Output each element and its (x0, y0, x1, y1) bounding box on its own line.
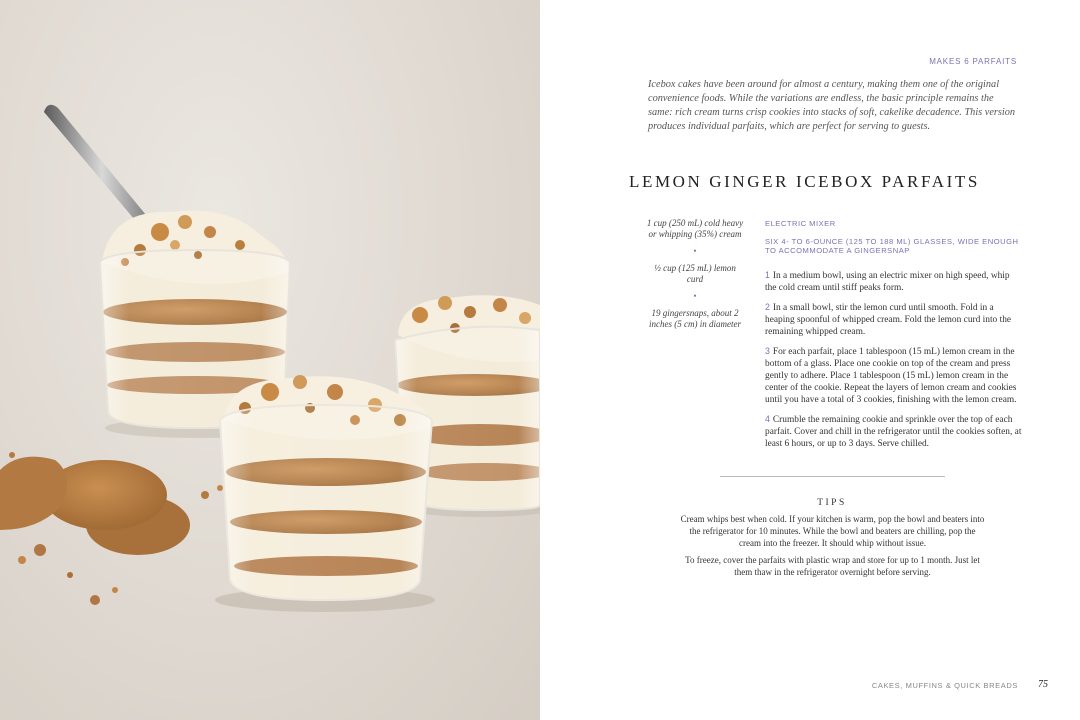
ingredient-separator: • (693, 246, 697, 256)
tip-item: Cream whips best when cold. If your kitchen is warm, pop the bowl and beaters into the refrigerator for 10 minutes. While the bowl and beaters are chilling, pop the cream into the freezer. It should whip without issue. (680, 514, 985, 548)
equipment-item: ELECTRIC MIXER (765, 219, 836, 228)
recipe-intro: Icebox cakes have been around for almost a century, making them one of the original convenience foods. While the variations are endless, the basic principle remains the same: rich cream turns crisp cookies into stacks of soft, cakelike decadence. This version produces individual parfaits, which are perfect for serving to guests. (648, 79, 1016, 132)
method-steps (765, 269, 1023, 457)
tips-list (680, 514, 985, 585)
step-number: 3 (765, 346, 770, 356)
loose-gingersnaps (0, 452, 223, 605)
tips-heading: TIPS (817, 498, 847, 508)
recipe-title: LEMON GINGER ICEBOX PARFAITS (629, 172, 980, 191)
step-text: In a medium bowl, using an electric mixer on high speed, whip the cold cream until stiff peaks form. (765, 271, 1010, 293)
method-step (765, 413, 1023, 450)
step-number: 2 (765, 302, 770, 312)
step-text: For each parfait, place 1 tablespoon (15 mL) lemon cream in the bottom of a glass. Place one cookie on top of the cream and press gently to adhere. Place 1 tablespoon (15 mL) lemon cream in the center of the cookie. Repeat the layers of lemon cream and cookies until you have a total of 3 cookies, finishing with the lemon cream. (765, 347, 1017, 405)
ingredient-item: ½ cup (125 mL) lemon curd (654, 263, 736, 284)
parfait-front (220, 375, 432, 600)
method-step (765, 345, 1023, 406)
step-number: 4 (765, 414, 770, 424)
method-step (765, 269, 1023, 294)
section-divider (720, 476, 945, 477)
equipment-item: SIX 4- TO 6-OUNCE (125 TO 188 ML) GLASSES, WIDE ENOUGH TO ACCOMMODATE A GINGERSNAP (765, 236, 1019, 255)
ingredient-separator: • (693, 291, 697, 301)
section-footer: CAKES, MUFFINS & QUICK BREADS (871, 681, 1018, 690)
recipe-page (540, 0, 1080, 720)
ingredients-list (645, 218, 745, 330)
tip-item: To freeze, cover the parfaits with plastic wrap and store for up to 1 month. Just let them thaw in the refrigerator overnight before serving. (685, 555, 980, 578)
step-number: 1 (765, 270, 770, 280)
ingredient-item: 1 cup (250 mL) cold heavy or whipping (35%) cream (646, 218, 744, 239)
page-number: 75 (1038, 679, 1048, 690)
recipe-yield: MAKES 6 PARFAITS (929, 57, 1017, 66)
method-step (765, 301, 1023, 338)
ingredient-item: 19 gingersnaps, about 2 inches (5 cm) in diameter (649, 308, 741, 329)
step-text: Crumble the remaining cookie and sprinkle over the top of each parfait. Cover and chill in the refrigerator until the cookies soften, at least 6 hours, or up to 3 days. Serve chilled. (765, 415, 1022, 449)
equipment-list (765, 219, 1025, 264)
step-text: In a small bowl, stir the lemon curd until smooth. Fold in a heaping spoonful of whipped cream. Fold the lemon curd into the remaining whipped cream. (765, 303, 1012, 337)
